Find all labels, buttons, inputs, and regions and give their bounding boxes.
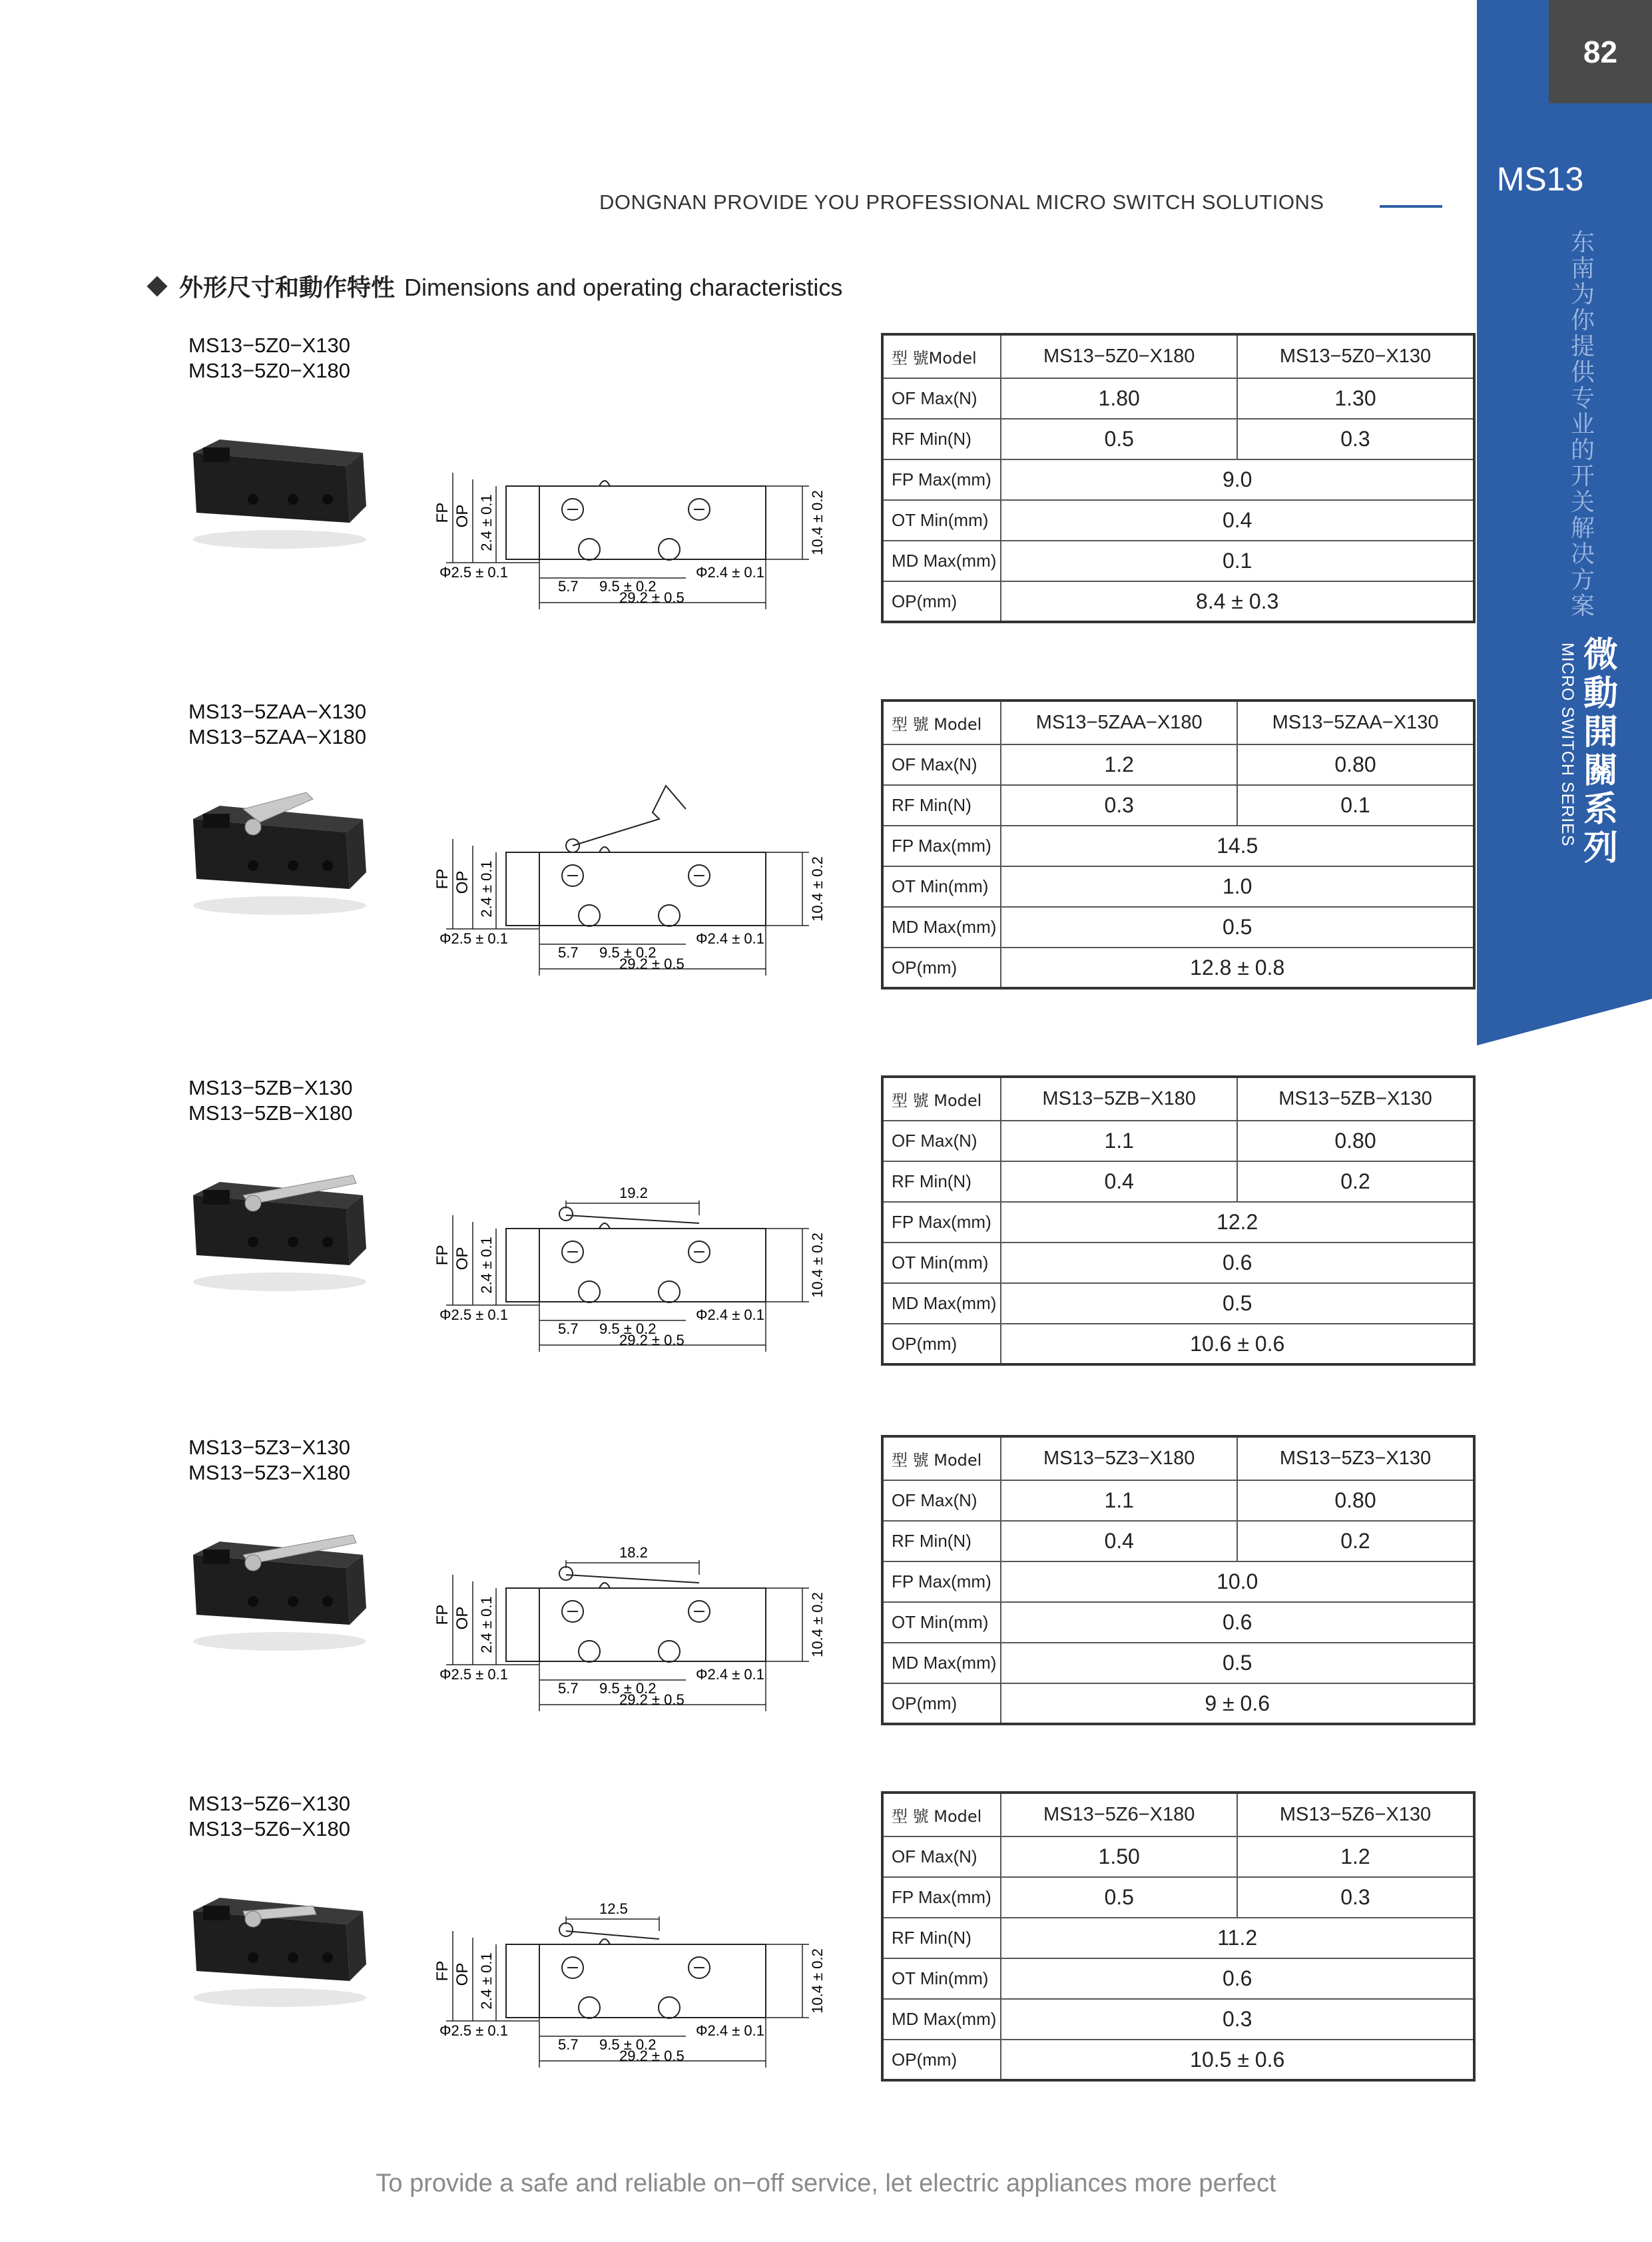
table-row xyxy=(882,785,1474,826)
table-row xyxy=(882,1602,1474,1643)
table-value-cell: 1.2 xyxy=(1001,744,1237,785)
offset-label: 2.4 ± 0.1 xyxy=(478,1952,495,2010)
model-label-line: MS13−5ZB−X180 xyxy=(188,1101,353,1125)
table-param-cell: OT Min(mm) xyxy=(882,500,1001,541)
table-param-cell: OF Max(N) xyxy=(882,744,1001,785)
pitch-a-label: 5.7 xyxy=(558,944,579,961)
height-label: 10.4 ± 0.2 xyxy=(809,856,826,922)
table-value-cell: 1.50 xyxy=(1001,1836,1237,1877)
mount-hole-drawing xyxy=(659,1997,680,2018)
table-param-cell: 型 號 Model xyxy=(882,1793,1001,1836)
product-photo xyxy=(180,406,373,559)
switch-plunger xyxy=(203,1549,230,1564)
spec-table xyxy=(881,1791,1476,2082)
switch-end-block xyxy=(506,1944,539,2018)
mount-hole xyxy=(288,1237,298,1247)
lever-outline xyxy=(573,786,686,846)
table-value-cell: 12.2 xyxy=(1001,1202,1474,1243)
model-label xyxy=(188,1075,352,1126)
sidebar-slogan-char: 开 xyxy=(1570,463,1595,490)
diamond-bullet-icon xyxy=(146,276,167,296)
table-value-cell: 0.1 xyxy=(1237,785,1474,826)
table-row xyxy=(882,378,1474,419)
table-row xyxy=(882,1643,1474,1683)
op-label: OP xyxy=(453,504,471,528)
height-label: 10.4 ± 0.2 xyxy=(809,1233,826,1298)
table-value-cell: MS13−5Z0−X130 xyxy=(1237,334,1474,378)
plunger-outline xyxy=(599,1583,610,1588)
switch-end-block xyxy=(506,486,539,559)
model-label-line: MS13−5ZB−X130 xyxy=(188,1076,353,1099)
mount-hole-drawing xyxy=(579,905,600,926)
table-value-cell: 0.80 xyxy=(1237,1121,1474,1161)
table-param-cell: OF Max(N) xyxy=(882,1480,1001,1521)
table-param-cell: OT Min(mm) xyxy=(882,866,1001,907)
table-param-cell: RF Min(N) xyxy=(882,785,1001,826)
table-param-cell: RF Min(N) xyxy=(882,1161,1001,1202)
mount-hole-drawing xyxy=(659,539,680,560)
table-param-cell: 型 號 Model xyxy=(882,1077,1001,1121)
table-value-cell: 0.3 xyxy=(1001,785,1237,826)
table-param-cell: OT Min(mm) xyxy=(882,1958,1001,1999)
sidebar-band xyxy=(1477,0,1652,1045)
lever-pivot xyxy=(559,1567,573,1580)
table-param-cell: RF Min(N) xyxy=(882,419,1001,459)
switch-outline xyxy=(539,486,766,559)
product-photo xyxy=(180,1508,373,1661)
table-value-cell: 0.3 xyxy=(1237,419,1474,459)
spec-table xyxy=(881,333,1476,623)
pitch-a-label: 5.7 xyxy=(558,1320,579,1337)
table-row xyxy=(882,1077,1474,1121)
table-row xyxy=(882,500,1474,541)
table-value-cell: 0.1 xyxy=(1001,541,1474,581)
table-row xyxy=(882,1683,1474,1724)
pitch-a-label: 5.7 xyxy=(558,2036,579,2053)
op-label: OP xyxy=(453,870,471,894)
table-value-cell: 0.5 xyxy=(1001,907,1474,948)
header-rule xyxy=(1380,205,1442,208)
table-param-cell: OP(mm) xyxy=(882,581,1001,622)
section-title xyxy=(150,269,842,303)
plunger-outline xyxy=(599,847,610,852)
length-label: 29.2 ± 0.5 xyxy=(619,589,685,606)
table-value-cell: MS13−5Z6−X180 xyxy=(1001,1793,1237,1836)
dimension-drawing xyxy=(433,1482,859,1715)
table-param-cell: MD Max(mm) xyxy=(882,1283,1001,1324)
mount-hole xyxy=(248,1237,258,1247)
dimension-drawing xyxy=(433,746,859,979)
sidebar-slogan-char: 案 xyxy=(1570,593,1595,620)
length-label: 29.2 ± 0.5 xyxy=(619,1691,685,1708)
hole-small-label: Φ2.5 ± 0.1 xyxy=(439,1306,509,1323)
product-photo xyxy=(180,1149,373,1302)
model-label-line: MS13−5Z6−X180 xyxy=(188,1817,351,1840)
lever-length-label: 18.2 xyxy=(619,1544,648,1561)
table-value-cell: 0.6 xyxy=(1001,1602,1474,1643)
table-param-cell: OT Min(mm) xyxy=(882,1243,1001,1283)
mount-hole-drawing xyxy=(579,1997,600,2018)
table-param-cell: MD Max(mm) xyxy=(882,541,1001,581)
model-label-line: MS13−5Z3−X180 xyxy=(188,1461,351,1484)
pitch-a-label: 5.7 xyxy=(558,1680,579,1697)
table-param-cell: OP(mm) xyxy=(882,1683,1001,1724)
section-title-en: Dimensions and operating characteristics xyxy=(404,274,843,301)
lever-pivot xyxy=(559,1923,573,1936)
table-value-cell: 1.1 xyxy=(1001,1480,1237,1521)
table-value-cell: 11.2 xyxy=(1001,1918,1474,1958)
length-label: 29.2 ± 0.5 xyxy=(619,1332,685,1348)
table-row xyxy=(882,1918,1474,1958)
mount-hole xyxy=(288,1596,298,1607)
table-value-cell: MS13−5ZB−X130 xyxy=(1237,1077,1474,1121)
hole-large-label: Φ2.4 ± 0.1 xyxy=(696,1306,765,1323)
sidebar-slogan-char: 你 xyxy=(1570,307,1595,334)
offset-label: 2.4 ± 0.1 xyxy=(478,494,495,551)
sidebar-series-char: 微 xyxy=(1583,635,1618,675)
hole-small-label: Φ2.5 ± 0.1 xyxy=(439,930,509,947)
pitch-b-label: 9.5 ± 0.2 xyxy=(599,1680,657,1697)
footer-slogan: To provide a safe and reliable on−off service, let electric appliances more perfect xyxy=(376,2169,1276,2197)
op-label: OP xyxy=(453,1247,471,1270)
model-label-line: MS13−5Z0−X180 xyxy=(188,359,351,382)
plunger-outline xyxy=(599,481,610,486)
mount-hole xyxy=(248,860,258,871)
plunger-outline xyxy=(599,1223,610,1229)
length-label: 29.2 ± 0.5 xyxy=(619,2048,685,2064)
table-row xyxy=(882,1243,1474,1283)
table-row xyxy=(882,1283,1474,1324)
table-param-cell: OF Max(N) xyxy=(882,1836,1001,1877)
photo-shadow xyxy=(193,896,366,915)
lever-outline xyxy=(566,1931,659,1939)
table-value-cell: 14.5 xyxy=(1001,826,1474,866)
sidebar-slogan-char: 决 xyxy=(1570,541,1595,568)
table-value-cell: 1.1 xyxy=(1001,1121,1237,1161)
sidebar-series-cn xyxy=(1581,636,1621,868)
hole-small-label: Φ2.5 ± 0.1 xyxy=(439,2022,509,2039)
table-param-cell: FP Max(mm) xyxy=(882,459,1001,500)
table-value-cell: 8.4 ± 0.3 xyxy=(1001,581,1474,622)
mount-hole xyxy=(322,494,333,505)
sidebar-slogan-char: 解 xyxy=(1570,515,1595,542)
table-row xyxy=(882,2040,1474,2080)
table-value-cell: MS13−5Z3−X180 xyxy=(1001,1436,1237,1480)
table-row xyxy=(882,907,1474,948)
table-param-cell: 型 號 Model xyxy=(882,701,1001,744)
model-label-line: MS13−5ZAA−X130 xyxy=(188,700,367,723)
table-value-cell: MS13−5ZAA−X180 xyxy=(1001,701,1237,744)
hole-large-label: Φ2.4 ± 0.1 xyxy=(696,2022,765,2039)
table-row xyxy=(882,866,1474,907)
sidebar-series-char: 動 xyxy=(1583,674,1618,714)
switch-outline xyxy=(539,1229,766,1302)
table-value-cell: 1.80 xyxy=(1001,378,1237,419)
table-row xyxy=(882,701,1474,744)
mount-hole xyxy=(248,1952,258,1963)
mount-hole xyxy=(248,1596,258,1607)
table-row xyxy=(882,1561,1474,1602)
hole-large-label: Φ2.4 ± 0.1 xyxy=(696,564,765,581)
table-value-cell: 0.6 xyxy=(1001,1958,1474,1999)
switch-end-block xyxy=(506,1588,539,1661)
sidebar-slogan-char: 的 xyxy=(1570,437,1595,464)
mount-hole-drawing xyxy=(579,1281,600,1302)
sidebar-slogan-char: 为 xyxy=(1570,281,1595,308)
sidebar-slogan-char: 关 xyxy=(1570,489,1595,516)
table-row xyxy=(882,419,1474,459)
offset-label: 2.4 ± 0.1 xyxy=(478,860,495,918)
table-param-cell: OP(mm) xyxy=(882,1324,1001,1364)
table-param-cell: MD Max(mm) xyxy=(882,907,1001,948)
model-label xyxy=(188,333,350,384)
table-row xyxy=(882,948,1474,988)
height-label: 10.4 ± 0.2 xyxy=(809,1592,826,1657)
spec-table xyxy=(881,699,1476,989)
dimension-drawing xyxy=(433,1122,859,1355)
table-row xyxy=(882,1121,1474,1161)
sidebar-slogan-char: 业 xyxy=(1570,411,1595,438)
table-param-cell: OT Min(mm) xyxy=(882,1602,1001,1643)
table-value-cell: 9 ± 0.6 xyxy=(1001,1683,1474,1724)
fp-label: FP xyxy=(433,502,451,523)
sidebar-slogan-char: 提 xyxy=(1570,333,1595,360)
table-value-cell: 10.5 ± 0.6 xyxy=(1001,2040,1474,2080)
dimension-drawing xyxy=(433,1838,859,2071)
fp-label: FP xyxy=(433,1604,451,1625)
table-value-cell: 12.8 ± 0.8 xyxy=(1001,948,1474,988)
switch-outline xyxy=(539,1588,766,1661)
table-param-cell: MD Max(mm) xyxy=(882,1643,1001,1683)
table-value-cell: MS13−5ZAA−X130 xyxy=(1237,701,1474,744)
page-number: 82 xyxy=(1549,0,1652,103)
table-param-cell: MD Max(mm) xyxy=(882,1999,1001,2040)
fp-label: FP xyxy=(433,1245,451,1266)
mount-hole-drawing xyxy=(659,905,680,926)
op-label: OP xyxy=(453,1962,471,1986)
switch-outline xyxy=(539,852,766,926)
table-value-cell: 1.30 xyxy=(1237,378,1474,419)
lever-rivet xyxy=(245,1555,261,1571)
offset-label: 2.4 ± 0.1 xyxy=(478,1237,495,1294)
mount-hole xyxy=(288,1952,298,1963)
table-value-cell: 0.80 xyxy=(1237,744,1474,785)
table-value-cell: 0.4 xyxy=(1001,500,1474,541)
sidebar-slogan-char: 南 xyxy=(1570,255,1595,282)
sidebar-slogan-char: 专 xyxy=(1570,385,1595,412)
height-label: 10.4 ± 0.2 xyxy=(809,1948,826,2014)
lever-pivot xyxy=(559,1207,573,1221)
pitch-b-label: 9.5 ± 0.2 xyxy=(599,1320,657,1337)
mount-hole-drawing xyxy=(579,539,600,560)
table-param-cell: FP Max(mm) xyxy=(882,826,1001,866)
mount-hole xyxy=(288,494,298,505)
mount-hole-drawing xyxy=(579,1641,600,1662)
sidebar-slogan-char: 东 xyxy=(1570,229,1595,256)
switch-end-block xyxy=(506,852,539,926)
table-row xyxy=(882,1202,1474,1243)
table-row xyxy=(882,1793,1474,1836)
table-value-cell: 10.0 xyxy=(1001,1561,1474,1602)
series-code: MS13 xyxy=(1496,160,1584,198)
spec-table xyxy=(881,1075,1476,1366)
pitch-b-label: 9.5 ± 0.2 xyxy=(599,578,657,595)
mount-hole xyxy=(322,860,333,871)
op-label: OP xyxy=(453,1606,471,1630)
fp-label: FP xyxy=(433,868,451,890)
table-value-cell: 0.2 xyxy=(1237,1161,1474,1202)
mount-hole-drawing xyxy=(659,1641,680,1662)
switch-end-block xyxy=(506,1229,539,1302)
lever-rivet xyxy=(245,1911,261,1927)
table-value-cell: 0.4 xyxy=(1001,1521,1237,1561)
model-label-line: MS13−5Z3−X130 xyxy=(188,1436,351,1459)
table-row xyxy=(882,541,1474,581)
header-tagline: DONGNAN PROVIDE YOU PROFESSIONAL MICRO SWITCH SOLUTIONS xyxy=(599,190,1324,214)
table-row xyxy=(882,334,1474,378)
table-param-cell: OF Max(N) xyxy=(882,1121,1001,1161)
table-value-cell: 0.80 xyxy=(1237,1480,1474,1521)
pitch-b-label: 9.5 ± 0.2 xyxy=(599,2036,657,2053)
table-row xyxy=(882,744,1474,785)
sidebar-series-char: 系 xyxy=(1583,790,1618,830)
offset-label: 2.4 ± 0.1 xyxy=(478,1596,495,1653)
table-row xyxy=(882,1324,1474,1364)
sidebar-slogan-char: 方 xyxy=(1570,567,1595,594)
product-photo xyxy=(180,772,373,926)
table-value-cell: MS13−5Z3−X130 xyxy=(1237,1436,1474,1480)
table-row xyxy=(882,1521,1474,1561)
sidebar-series-en: MICRO SWITCH SERIES xyxy=(1558,643,1577,847)
model-label-line: MS13−5ZAA−X180 xyxy=(188,725,367,748)
lever-rivet xyxy=(245,1195,261,1211)
hole-small-label: Φ2.5 ± 0.1 xyxy=(439,564,509,581)
photo-shadow xyxy=(193,1632,366,1651)
spec-table xyxy=(881,1435,1476,1725)
table-param-cell: FP Max(mm) xyxy=(882,1877,1001,1918)
table-value-cell: 0.2 xyxy=(1237,1521,1474,1561)
table-value-cell: MS13−5Z6−X130 xyxy=(1237,1793,1474,1836)
table-value-cell: 0.5 xyxy=(1001,1877,1237,1918)
lever-outline xyxy=(566,1575,699,1583)
table-value-cell: 9.0 xyxy=(1001,459,1474,500)
mount-hole xyxy=(288,860,298,871)
table-row xyxy=(882,459,1474,500)
mount-hole xyxy=(322,1596,333,1607)
sidebar-slogan-cn xyxy=(1566,230,1599,619)
table-value-cell: 0.4 xyxy=(1001,1161,1237,1202)
model-label xyxy=(188,1791,350,1842)
sidebar-slogan-char: 供 xyxy=(1570,359,1595,386)
table-row xyxy=(882,581,1474,622)
table-param-cell: OF Max(N) xyxy=(882,378,1001,419)
table-param-cell: 型 號 Model xyxy=(882,1436,1001,1480)
table-row xyxy=(882,1836,1474,1877)
table-value-cell: 0.5 xyxy=(1001,1283,1474,1324)
table-value-cell: 0.5 xyxy=(1001,419,1237,459)
length-label: 29.2 ± 0.5 xyxy=(619,956,685,972)
photo-shadow xyxy=(193,530,366,549)
table-value-cell: MS13−5Z0−X180 xyxy=(1001,334,1237,378)
switch-plunger xyxy=(203,447,230,462)
table-value-cell: 1.2 xyxy=(1237,1836,1474,1877)
table-param-cell: 型 號Model xyxy=(882,334,1001,378)
table-row xyxy=(882,826,1474,866)
section-title-cn: 外形尺寸和動作特性 xyxy=(179,274,396,302)
table-row xyxy=(882,1877,1474,1918)
hole-large-label: Φ2.4 ± 0.1 xyxy=(696,930,765,947)
hole-large-label: Φ2.4 ± 0.1 xyxy=(696,1666,765,1683)
mount-hole xyxy=(248,494,258,505)
plunger-outline xyxy=(599,1939,610,1944)
table-row xyxy=(882,1958,1474,1999)
mount-hole xyxy=(322,1952,333,1963)
table-value-cell: 0.5 xyxy=(1001,1643,1474,1683)
model-label-line: MS13−5Z0−X130 xyxy=(188,334,351,357)
sidebar-series-char: 開 xyxy=(1583,712,1618,752)
dimension-drawing xyxy=(433,380,859,613)
table-value-cell: 0.3 xyxy=(1001,1999,1474,2040)
hole-small-label: Φ2.5 ± 0.1 xyxy=(439,1666,509,1683)
model-label xyxy=(188,1435,350,1486)
lever-length-label: 12.5 xyxy=(599,1900,628,1917)
table-value-cell: 1.0 xyxy=(1001,866,1474,907)
table-value-cell: MS13−5ZB−X180 xyxy=(1001,1077,1237,1121)
table-row xyxy=(882,1436,1474,1480)
table-param-cell: OP(mm) xyxy=(882,948,1001,988)
table-param-cell: FP Max(mm) xyxy=(882,1561,1001,1602)
sidebar-series-char: 列 xyxy=(1583,828,1618,868)
table-row xyxy=(882,1480,1474,1521)
sidebar-series-char: 關 xyxy=(1583,751,1618,791)
table-param-cell: RF Min(N) xyxy=(882,1521,1001,1561)
height-label: 10.4 ± 0.2 xyxy=(809,490,826,555)
switch-plunger xyxy=(203,814,230,828)
switch-outline xyxy=(539,1944,766,2018)
switch-plunger xyxy=(203,1190,230,1205)
lever-outline xyxy=(566,1215,699,1223)
table-row xyxy=(882,1999,1474,2040)
table-value-cell: 0.6 xyxy=(1001,1243,1474,1283)
mount-hole xyxy=(322,1237,333,1247)
model-label-line: MS13−5Z6−X130 xyxy=(188,1792,351,1815)
pitch-a-label: 5.7 xyxy=(558,578,579,595)
table-param-cell: OP(mm) xyxy=(882,2040,1001,2080)
lever-rivet xyxy=(245,819,261,835)
fp-label: FP xyxy=(433,1960,451,1982)
switch-plunger xyxy=(203,1906,230,1920)
mount-hole-drawing xyxy=(659,1281,680,1302)
table-row xyxy=(882,1161,1474,1202)
table-value-cell: 10.6 ± 0.6 xyxy=(1001,1324,1474,1364)
model-label xyxy=(188,699,366,750)
table-value-cell: 0.3 xyxy=(1237,1877,1474,1918)
table-param-cell: FP Max(mm) xyxy=(882,1202,1001,1243)
product-photo xyxy=(180,1864,373,2018)
pitch-b-label: 9.5 ± 0.2 xyxy=(599,944,657,961)
photo-shadow xyxy=(193,1988,366,2007)
lever-length-label: 19.2 xyxy=(619,1185,648,1201)
photo-shadow xyxy=(193,1272,366,1291)
table-param-cell: RF Min(N) xyxy=(882,1918,1001,1958)
